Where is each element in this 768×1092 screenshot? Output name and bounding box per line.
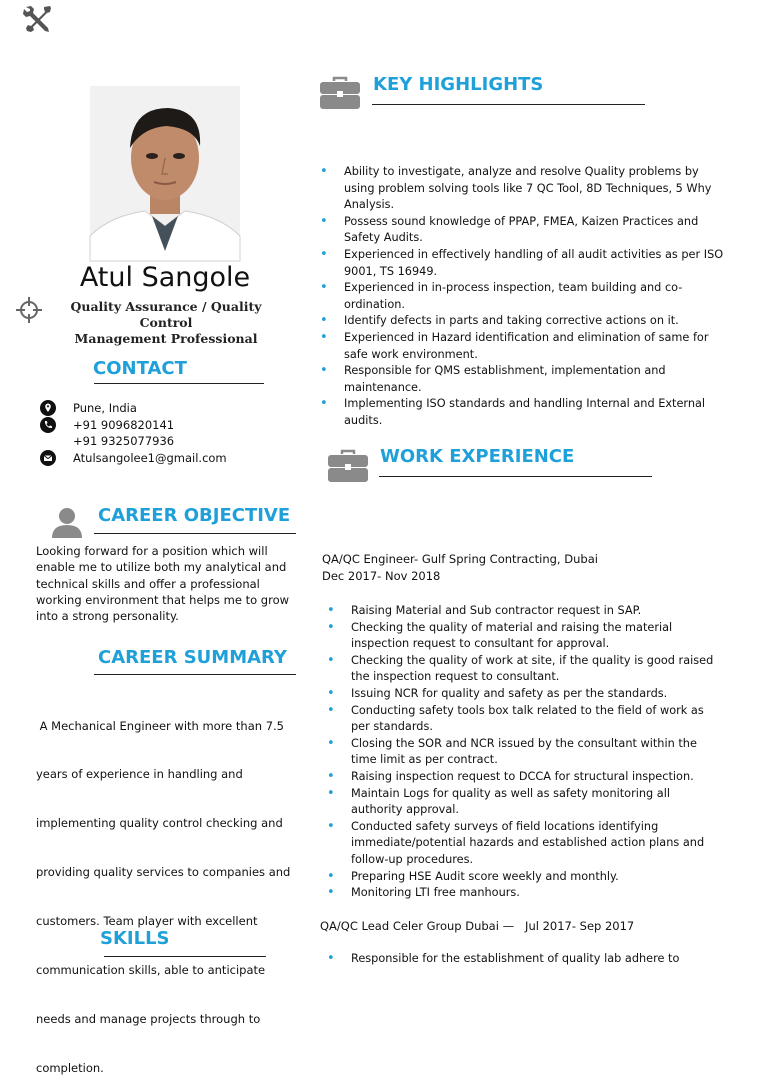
- text-line: • Possess sound knowledge of PPAP, FMEA, Kaizen Practices and: [344, 214, 699, 228]
- section-divider: [379, 476, 652, 477]
- text-line: technical skills and offer a professional: [36, 576, 260, 591]
- text-line: Analysis.: [344, 198, 395, 212]
- profile-photo: [90, 86, 240, 261]
- skills-heading: SKILLS: [100, 928, 170, 949]
- career-objective-heading: CAREER OBJECTIVE: [98, 505, 291, 526]
- text-line: • Issuing NCR for quality and safety as per the standards.: [351, 686, 668, 700]
- section-divider: [104, 956, 266, 957]
- briefcase-icon: [327, 449, 369, 483]
- list-item: [320, 280, 740, 313]
- job-duties-list: [327, 951, 737, 968]
- location-text: Pune, India: [73, 401, 137, 415]
- text-line: ordination.: [344, 297, 405, 311]
- list-item: [327, 603, 737, 620]
- text-line: • Closing the SOR and NCR issued by the consultant within the: [351, 736, 697, 750]
- text-line: safe work environment.: [344, 347, 478, 361]
- text-line: • Raising Material and Sub contractor request in SAP.: [351, 604, 642, 617]
- email-address[interactable]: Atulsangolee1@gmail.com: [73, 451, 227, 465]
- list-item: [327, 819, 737, 869]
- list-item: [320, 164, 740, 214]
- section-divider: [94, 533, 296, 534]
- tools-icon: [22, 4, 54, 34]
- text-line: completion.: [36, 1060, 104, 1075]
- text-line: • Responsible for the establishment of quality lab adhere to: [351, 952, 680, 965]
- phone-icon: [40, 417, 56, 433]
- text-line: inspection request to consultant for approval.: [351, 637, 610, 651]
- section-divider: [94, 674, 296, 675]
- text-line: • Monitoring LTI free manhours.: [351, 886, 520, 900]
- text-line: • Raising inspection request to DCCA for structural inspection.: [351, 769, 694, 783]
- briefcase-icon: [319, 76, 361, 110]
- contact-heading: CONTACT: [93, 358, 187, 379]
- list-item: [320, 214, 740, 247]
- contact-location: [40, 400, 137, 416]
- text-line: using problem solving tools like 7 QC Tool, 8D Techniques, 5 Why: [344, 181, 712, 195]
- list-item: [320, 396, 740, 429]
- candidate-name: Atul Sangole: [79, 262, 251, 293]
- text-line: • Experienced in Hazard identification and elimination of same for: [344, 330, 709, 344]
- text-line: implementing quality control checking and: [36, 816, 283, 831]
- list-item: [320, 313, 740, 330]
- list-item: [327, 885, 737, 902]
- phone-number[interactable]: +91 9096820141: [73, 418, 175, 432]
- text-line: Safety Audits.: [344, 231, 423, 245]
- text-line: • Ability to investigate, analyze and resolve Quality problems by: [344, 165, 699, 178]
- text-line: providing quality services to companies and: [36, 865, 291, 880]
- text-line: • Responsible for QMS establishment, implementation and: [344, 364, 666, 378]
- section-divider: [372, 104, 645, 105]
- contact-phone: [40, 417, 174, 433]
- career-summary-text: [36, 685, 306, 1092]
- text-line: • Checking the quality of work at site, if the quality is good raised: [351, 653, 714, 667]
- text-line: needs and manage projects through to: [36, 1011, 261, 1026]
- text-line: years of experience in handling and: [36, 767, 243, 782]
- list-item: [320, 330, 740, 363]
- list-item: [327, 869, 737, 886]
- text-line: • Identify defects in parts and taking corrective actions on it.: [344, 314, 679, 328]
- phone-number[interactable]: +91 9325077936: [73, 434, 175, 448]
- text-line: time limit as per contract.: [351, 753, 498, 767]
- text-line: per standards.: [351, 720, 433, 734]
- list-item: [327, 620, 737, 653]
- text-line: the inspection request to consultant.: [351, 670, 560, 684]
- text-line: customers. Team player with excellent: [36, 914, 258, 929]
- location-icon: [40, 400, 56, 416]
- text-line: • Checking the quality of material and raising the material: [351, 620, 673, 634]
- email-icon: [40, 450, 56, 466]
- list-item: [327, 703, 737, 736]
- text-line: follow-up procedures.: [351, 852, 474, 866]
- text-line: 9001, TS 16949.: [344, 264, 438, 278]
- text-line: working environment that helps me to grow: [36, 592, 290, 607]
- list-item: [327, 951, 737, 968]
- section-divider: [94, 383, 264, 384]
- text-line: • Experienced in effectively handling of all audit activities as per ISO: [344, 247, 724, 261]
- text-line: • Conducting safety tools box talk related to the field of work as: [351, 703, 704, 717]
- person-icon: [50, 505, 84, 539]
- list-item: [327, 736, 737, 769]
- text-line: • Experienced in in-process inspection, team building and co-: [344, 281, 683, 295]
- job-duties-list: [327, 603, 737, 902]
- career-summary-heading: CAREER SUMMARY: [98, 647, 287, 668]
- text-line: into a strong personality.: [36, 609, 179, 624]
- text-line: • Implementing ISO standards and handling Internal and External: [344, 397, 706, 411]
- text-line: communication skills, able to anticipate: [36, 963, 266, 978]
- key-highlights-list: [320, 164, 740, 430]
- text-line: authority approval.: [351, 803, 459, 817]
- key-highlights-heading: KEY HIGHLIGHTS: [373, 74, 544, 95]
- list-item: [327, 769, 737, 786]
- text-line: • Maintain Logs for quality as well as safety monitoring all: [351, 786, 670, 800]
- text-line: • Preparing HSE Audit score weekly and monthly.: [351, 869, 619, 883]
- job-title: QA/QC Lead Celer Group Dubai — Jul 2017- Sep 2017: [320, 919, 635, 933]
- job-title: QA/QC Engineer- Gulf Spring Contracting, Dubai: [322, 552, 598, 566]
- career-objective-text: [36, 543, 306, 624]
- role-line: Management Professional: [74, 331, 258, 346]
- list-item: [320, 363, 740, 396]
- text-line: immediate/potential hazards and established action plans and: [351, 836, 705, 850]
- list-item: [327, 786, 737, 819]
- text-line: Looking forward for a position which will: [36, 544, 268, 558]
- job-dates: Dec 2017- Nov 2018: [322, 569, 441, 583]
- role-line: Quality Assurance / Quality Control: [70, 299, 262, 330]
- list-item: [320, 247, 740, 280]
- text-line: maintenance.: [344, 380, 422, 394]
- text-line: enable me to utilize both my analytical and: [36, 560, 287, 575]
- list-item: [327, 686, 737, 703]
- target-icon: [15, 296, 43, 324]
- text-line: • Conducted safety surveys of field locations identifying: [351, 819, 659, 833]
- text-line: audits.: [344, 413, 383, 427]
- work-experience-heading: WORK EXPERIENCE: [380, 446, 575, 467]
- text-line: A Mechanical Engineer with more than 7.5: [36, 718, 284, 733]
- professional-title: [45, 299, 287, 347]
- list-item: [327, 653, 737, 686]
- contact-email: [40, 450, 227, 466]
